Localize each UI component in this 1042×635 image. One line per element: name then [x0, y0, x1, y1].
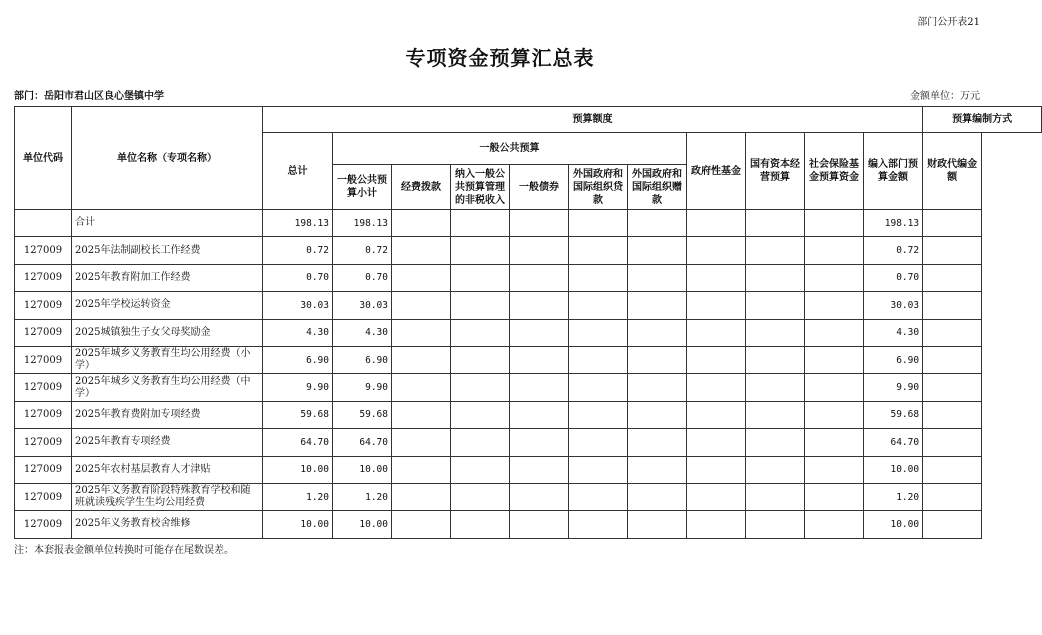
- cell-non-tax-income: [451, 401, 510, 428]
- cell-general-subtotal: 198.13: [333, 210, 392, 237]
- cell-item-name: 2025年教育专项经费: [72, 429, 263, 456]
- header-non-tax-income: 纳入一般公共预算管理的非税收入: [451, 165, 510, 210]
- cell-dept-budget: 30.03: [864, 292, 923, 319]
- cell-fiscal-code: [923, 429, 982, 456]
- cell-general-subtotal: 4.30: [333, 319, 392, 346]
- cell-foreign-loans: [569, 456, 628, 483]
- header-general-subtotal: 一般公共预算小计: [333, 165, 392, 210]
- cell-foreign-grants: [628, 210, 687, 237]
- cell-general-subtotal: 64.70: [333, 429, 392, 456]
- cell-unit-code: 127009: [15, 374, 72, 401]
- cell-social-insurance: [805, 237, 864, 264]
- cell-item-name: 2025年义务教育阶段特殊教育学校和随班就读残疾学生生均公用经费: [72, 483, 263, 510]
- header-fiscal-code: 财政代编金额: [923, 133, 982, 210]
- header-state-capital: 国有资本经营预算: [746, 133, 805, 210]
- cell-general-subtotal: 10.00: [333, 456, 392, 483]
- cell-total: 198.13: [263, 210, 333, 237]
- table-row: [15, 483, 1042, 510]
- cell-fiscal-code: [923, 264, 982, 291]
- table-row: [15, 511, 1042, 538]
- header-gov-fund: 政府性基金: [687, 133, 746, 210]
- cell-fiscal-code: [923, 346, 982, 373]
- cell-dept-budget: 10.00: [864, 456, 923, 483]
- cell-foreign-grants: [628, 483, 687, 510]
- cell-gov-fund: [687, 237, 746, 264]
- cell-social-insurance: [805, 511, 864, 538]
- cell-state-capital: [746, 210, 805, 237]
- cell-appropriation: [392, 210, 451, 237]
- cell-fiscal-code: [923, 401, 982, 428]
- cell-social-insurance: [805, 374, 864, 401]
- table-header: [15, 107, 1042, 210]
- cell-dept-budget: 59.68: [864, 401, 923, 428]
- table-row: [15, 401, 1042, 428]
- cell-general-bonds: [510, 292, 569, 319]
- form-number: 部门公开表21: [917, 17, 980, 28]
- cell-state-capital: [746, 237, 805, 264]
- cell-general-subtotal: 30.03: [333, 292, 392, 319]
- cell-foreign-grants: [628, 346, 687, 373]
- cell-gov-fund: [687, 401, 746, 428]
- cell-gov-fund: [687, 511, 746, 538]
- cell-non-tax-income: [451, 483, 510, 510]
- cell-state-capital: [746, 456, 805, 483]
- cell-fiscal-code: [923, 210, 982, 237]
- cell-item-name: 合计: [72, 210, 263, 237]
- cell-foreign-loans: [569, 511, 628, 538]
- cell-state-capital: [746, 264, 805, 291]
- cell-appropriation: [392, 237, 451, 264]
- cell-social-insurance: [805, 319, 864, 346]
- cell-item-name: 2025城镇独生子女父母奖励金: [72, 319, 263, 346]
- cell-foreign-grants: [628, 456, 687, 483]
- cell-gov-fund: [687, 292, 746, 319]
- cell-unit-code: 127009: [15, 264, 72, 291]
- cell-foreign-loans: [569, 292, 628, 319]
- cell-total: 4.30: [263, 319, 333, 346]
- cell-item-name: 2025年学校运转资金: [72, 292, 263, 319]
- header-foreign-loans: 外国政府和国际组织贷款: [569, 165, 628, 210]
- header-method: 预算编制方式: [923, 107, 1042, 133]
- cell-state-capital: [746, 483, 805, 510]
- cell-dept-budget: 6.90: [864, 346, 923, 373]
- cell-general-bonds: [510, 483, 569, 510]
- cell-state-capital: [746, 429, 805, 456]
- cell-unit-code: 127009: [15, 483, 72, 510]
- cell-general-subtotal: 6.90: [333, 346, 392, 373]
- cell-unit-code: 127009: [15, 319, 72, 346]
- cell-general-bonds: [510, 319, 569, 346]
- cell-fiscal-code: [923, 319, 982, 346]
- cell-fiscal-code: [923, 237, 982, 264]
- cell-gov-fund: [687, 429, 746, 456]
- cell-total: 59.68: [263, 401, 333, 428]
- cell-state-capital: [746, 346, 805, 373]
- cell-general-subtotal: 0.70: [333, 264, 392, 291]
- cell-foreign-loans: [569, 237, 628, 264]
- cell-foreign-grants: [628, 374, 687, 401]
- cell-social-insurance: [805, 401, 864, 428]
- table-row: [15, 346, 1042, 373]
- cell-appropriation: [392, 374, 451, 401]
- cell-dept-budget: 1.20: [864, 483, 923, 510]
- cell-general-bonds: [510, 456, 569, 483]
- cell-fiscal-code: [923, 374, 982, 401]
- table-row: [15, 456, 1042, 483]
- cell-non-tax-income: [451, 292, 510, 319]
- cell-appropriation: [392, 264, 451, 291]
- cell-gov-fund: [687, 483, 746, 510]
- cell-dept-budget: 0.72: [864, 237, 923, 264]
- cell-appropriation: [392, 483, 451, 510]
- header-total: 总计: [263, 133, 333, 210]
- cell-general-bonds: [510, 401, 569, 428]
- cell-foreign-loans: [569, 401, 628, 428]
- cell-foreign-loans: [569, 319, 628, 346]
- cell-dept-budget: 0.70: [864, 264, 923, 291]
- cell-foreign-grants: [628, 292, 687, 319]
- header-foreign-grants: 外国政府和国际组织赠款: [628, 165, 687, 210]
- cell-non-tax-income: [451, 346, 510, 373]
- cell-gov-fund: [687, 456, 746, 483]
- cell-state-capital: [746, 511, 805, 538]
- cell-non-tax-income: [451, 319, 510, 346]
- cell-dept-budget: 4.30: [864, 319, 923, 346]
- cell-appropriation: [392, 429, 451, 456]
- cell-fiscal-code: [923, 483, 982, 510]
- cell-total: 64.70: [263, 429, 333, 456]
- cell-unit-code: 127009: [15, 346, 72, 373]
- cell-item-name: 2025年城乡义务教育生均公用经费（小学）: [72, 346, 263, 373]
- cell-social-insurance: [805, 292, 864, 319]
- header-appropriation: 经费拨款: [392, 165, 451, 210]
- cell-unit-code: 127009: [15, 237, 72, 264]
- cell-item-name: 2025年教育费附加专项经费: [72, 401, 263, 428]
- cell-foreign-loans: [569, 429, 628, 456]
- cell-general-bonds: [510, 264, 569, 291]
- cell-item-name: 2025年法制副校长工作经费: [72, 237, 263, 264]
- cell-appropriation: [392, 511, 451, 538]
- cell-fiscal-code: [923, 292, 982, 319]
- table-body: [15, 210, 1042, 539]
- cell-fiscal-code: [923, 456, 982, 483]
- cell-appropriation: [392, 292, 451, 319]
- cell-general-bonds: [510, 429, 569, 456]
- cell-state-capital: [746, 292, 805, 319]
- cell-general-bonds: [510, 511, 569, 538]
- cell-dept-budget: 198.13: [864, 210, 923, 237]
- page-title: 专项资金预算汇总表: [405, 46, 595, 70]
- cell-unit-code: 127009: [15, 456, 72, 483]
- cell-general-subtotal: 0.72: [333, 237, 392, 264]
- header-general-budget: 一般公共预算: [333, 133, 687, 165]
- cell-total: 9.90: [263, 374, 333, 401]
- cell-social-insurance: [805, 210, 864, 237]
- cell-item-name: 2025年教育附加工作经费: [72, 264, 263, 291]
- cell-unit-code: 127009: [15, 511, 72, 538]
- budget-table: [14, 106, 1042, 539]
- cell-state-capital: [746, 319, 805, 346]
- cell-appropriation: [392, 456, 451, 483]
- cell-general-subtotal: 10.00: [333, 511, 392, 538]
- cell-item-name: 2025年农村基层教育人才津贴: [72, 456, 263, 483]
- cell-foreign-grants: [628, 511, 687, 538]
- cell-state-capital: [746, 401, 805, 428]
- cell-appropriation: [392, 401, 451, 428]
- department-label: 部门：岳阳市君山区良心堡镇中学: [14, 91, 164, 102]
- cell-non-tax-income: [451, 210, 510, 237]
- cell-unit-code: 127009: [15, 401, 72, 428]
- cell-gov-fund: [687, 374, 746, 401]
- cell-general-bonds: [510, 210, 569, 237]
- header-general-bonds: 一般债券: [510, 165, 569, 210]
- table-row: [15, 292, 1042, 319]
- cell-fiscal-code: [923, 511, 982, 538]
- footnote: 注：本套报表金额单位转换时可能存在尾数误差。: [14, 545, 234, 556]
- cell-foreign-loans: [569, 264, 628, 291]
- cell-total: 10.00: [263, 456, 333, 483]
- table-row: [15, 319, 1042, 346]
- cell-foreign-grants: [628, 264, 687, 291]
- cell-dept-budget: 10.00: [864, 511, 923, 538]
- cell-total: 6.90: [263, 346, 333, 373]
- table-row: [15, 374, 1042, 401]
- cell-non-tax-income: [451, 264, 510, 291]
- cell-foreign-grants: [628, 237, 687, 264]
- header-dept-budget: 编入部门预算金额: [864, 133, 923, 210]
- cell-foreign-loans: [569, 374, 628, 401]
- cell-total: 30.03: [263, 292, 333, 319]
- cell-non-tax-income: [451, 429, 510, 456]
- cell-non-tax-income: [451, 511, 510, 538]
- cell-non-tax-income: [451, 374, 510, 401]
- cell-general-bonds: [510, 237, 569, 264]
- table-row: [15, 429, 1042, 456]
- cell-gov-fund: [687, 346, 746, 373]
- cell-social-insurance: [805, 264, 864, 291]
- cell-item-name: 2025年义务教育校舍维修: [72, 511, 263, 538]
- table-row: [15, 264, 1042, 291]
- amount-unit-label: 金额单位：万元: [910, 91, 980, 102]
- cell-general-subtotal: 59.68: [333, 401, 392, 428]
- cell-total: 10.00: [263, 511, 333, 538]
- cell-unit-code: [15, 210, 72, 237]
- cell-general-bonds: [510, 374, 569, 401]
- cell-gov-fund: [687, 319, 746, 346]
- cell-social-insurance: [805, 483, 864, 510]
- cell-state-capital: [746, 374, 805, 401]
- cell-general-subtotal: 9.90: [333, 374, 392, 401]
- cell-total: 0.70: [263, 264, 333, 291]
- cell-foreign-grants: [628, 429, 687, 456]
- cell-social-insurance: [805, 346, 864, 373]
- cell-foreign-grants: [628, 319, 687, 346]
- cell-foreign-loans: [569, 210, 628, 237]
- cell-foreign-loans: [569, 483, 628, 510]
- table-row: [15, 237, 1042, 264]
- cell-foreign-loans: [569, 346, 628, 373]
- cell-appropriation: [392, 346, 451, 373]
- cell-non-tax-income: [451, 456, 510, 483]
- cell-unit-code: 127009: [15, 292, 72, 319]
- cell-unit-code: 127009: [15, 429, 72, 456]
- cell-gov-fund: [687, 264, 746, 291]
- cell-foreign-grants: [628, 401, 687, 428]
- cell-social-insurance: [805, 456, 864, 483]
- header-unit-name: 单位名称（专项名称）: [72, 107, 263, 210]
- cell-gov-fund: [687, 210, 746, 237]
- cell-general-subtotal: 1.20: [333, 483, 392, 510]
- header-social-insurance: 社会保险基金预算资金: [805, 133, 864, 210]
- cell-dept-budget: 64.70: [864, 429, 923, 456]
- cell-general-bonds: [510, 346, 569, 373]
- header-unit-code: 单位代码: [15, 107, 72, 210]
- cell-non-tax-income: [451, 237, 510, 264]
- cell-appropriation: [392, 319, 451, 346]
- cell-item-name: 2025年城乡义务教育生均公用经费（中学）: [72, 374, 263, 401]
- cell-dept-budget: 9.90: [864, 374, 923, 401]
- cell-total: 1.20: [263, 483, 333, 510]
- header-budget-amount: 预算额度: [263, 107, 923, 133]
- cell-total: 0.72: [263, 237, 333, 264]
- table-row-total: [15, 210, 1042, 237]
- cell-social-insurance: [805, 429, 864, 456]
